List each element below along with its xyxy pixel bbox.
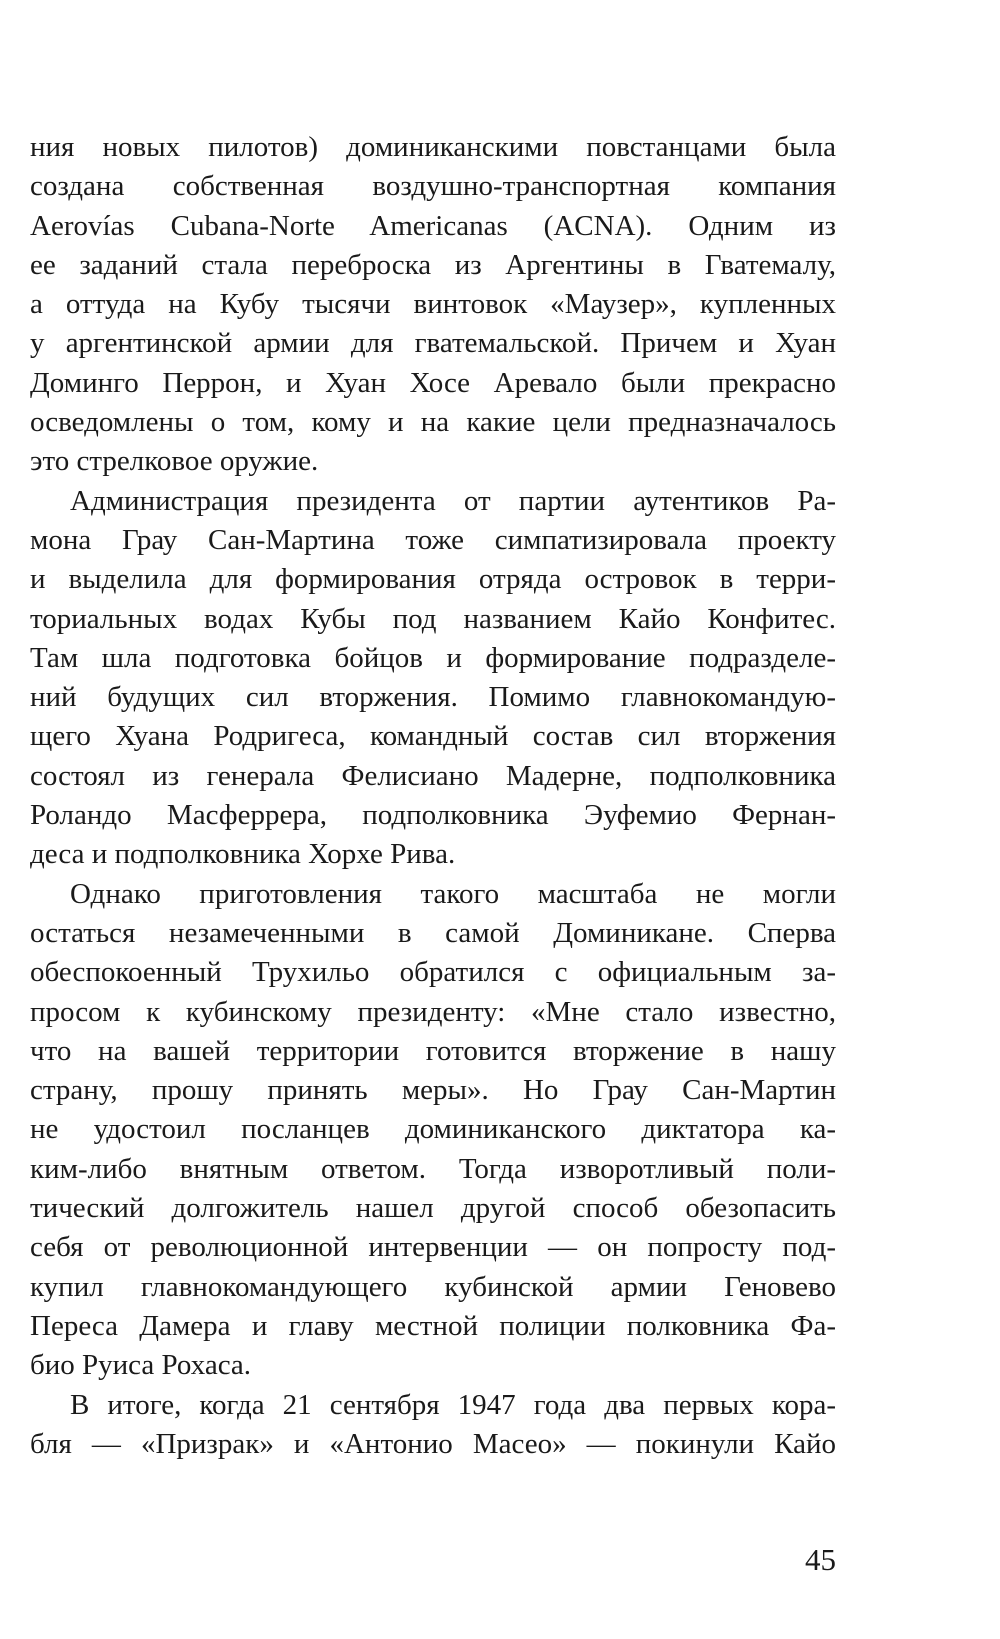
text-line: щего Хуана Родригеса, командный состав сил вторжения <box>30 720 836 753</box>
text-line: Aerovías Cubana-Norte Americanas (ACNA). Одним из <box>30 209 836 242</box>
text-line: себя от революционной интервенции — он попросту под- <box>30 1231 836 1264</box>
text-line: ния новых пилотов) доминиканскими повстанцами была <box>30 131 836 163</box>
text-line: Однако приготовления такого масштаба не могли <box>70 877 836 910</box>
text-line: био Руиса Рохаса. <box>30 1349 252 1382</box>
text-line: ее заданий стала переброска из Аргентины в Гватемалу, <box>30 248 836 281</box>
text-line: просом к кубинскому президенту: «Мне стало известно, <box>30 995 836 1028</box>
text-line: Переса Дамера и главу местной полиции полковника Фа- <box>30 1309 836 1342</box>
text-line: осведомлены о том, кому и на какие цели предназначалось <box>30 406 836 439</box>
text-line: у аргентинской армии для гватемальской. Причем и Хуан <box>30 327 836 360</box>
text-line: мона Грау Сан-Мартина тоже симпатизировала проекту <box>30 523 836 556</box>
text-line: страну, прошу принять меры». Но Грау Сан-Мартин <box>30 1074 836 1107</box>
text-line: бля — «Призрак» и «Антонио Масео» — покинули Кайо <box>30 1427 836 1460</box>
text-line: В итоге, когда 21 сентября 1947 года два первых кора- <box>70 1388 836 1421</box>
text-line: деса и подполковника Хорхе Рива. <box>30 838 456 871</box>
text-line: Роландо Масферрера, подполковника Эуфемио Фернан- <box>30 799 836 832</box>
text-line: создана собственная воздушно-транспортная компания <box>30 170 836 203</box>
text-line: остаться незамеченными в самой Доминикане. Сперва <box>30 916 836 949</box>
page-number: 45 <box>805 1542 836 1577</box>
body-text <box>30 128 836 1464</box>
text-line: тический долгожитель нашел другой способ обезопасить <box>30 1192 836 1225</box>
text-line: ториальных водах Кубы под названием Кайо Конфитес. <box>30 602 836 635</box>
text-line: и выделила для формирования отряда островок в терри- <box>30 563 836 596</box>
text-line: Администрация президента от партии аутентиков Ра- <box>70 484 836 517</box>
text-line: состоял из генерала Фелисиано Мадерне, подполковника <box>30 759 836 792</box>
text-line: ким-либо внятным ответом. Тогда изворотливый поли- <box>30 1152 836 1185</box>
text-line: это стрелковое оружие. <box>30 445 319 478</box>
text-line: купил главнокомандующего кубинской армии Геновево <box>30 1270 836 1303</box>
text-line: не удостоил посланцев доминиканского диктатора ка- <box>30 1113 836 1146</box>
text-line: а оттуда на Кубу тысячи винтовок «Маузер», купленных <box>30 288 836 321</box>
text-line: Доминго Перрон, и Хуан Хосе Аревало были прекрасно <box>30 366 836 399</box>
text-line: что на вашей территории готовится вторжение в нашу <box>30 1034 836 1067</box>
text-line: обеспокоенный Трухильо обратился с официальным за- <box>30 956 836 989</box>
text-line: ний будущих сил вторжения. Помимо главнокомандую- <box>30 681 836 714</box>
text-line: Там шла подготовка бойцов и формирование подразделе- <box>30 641 836 674</box>
